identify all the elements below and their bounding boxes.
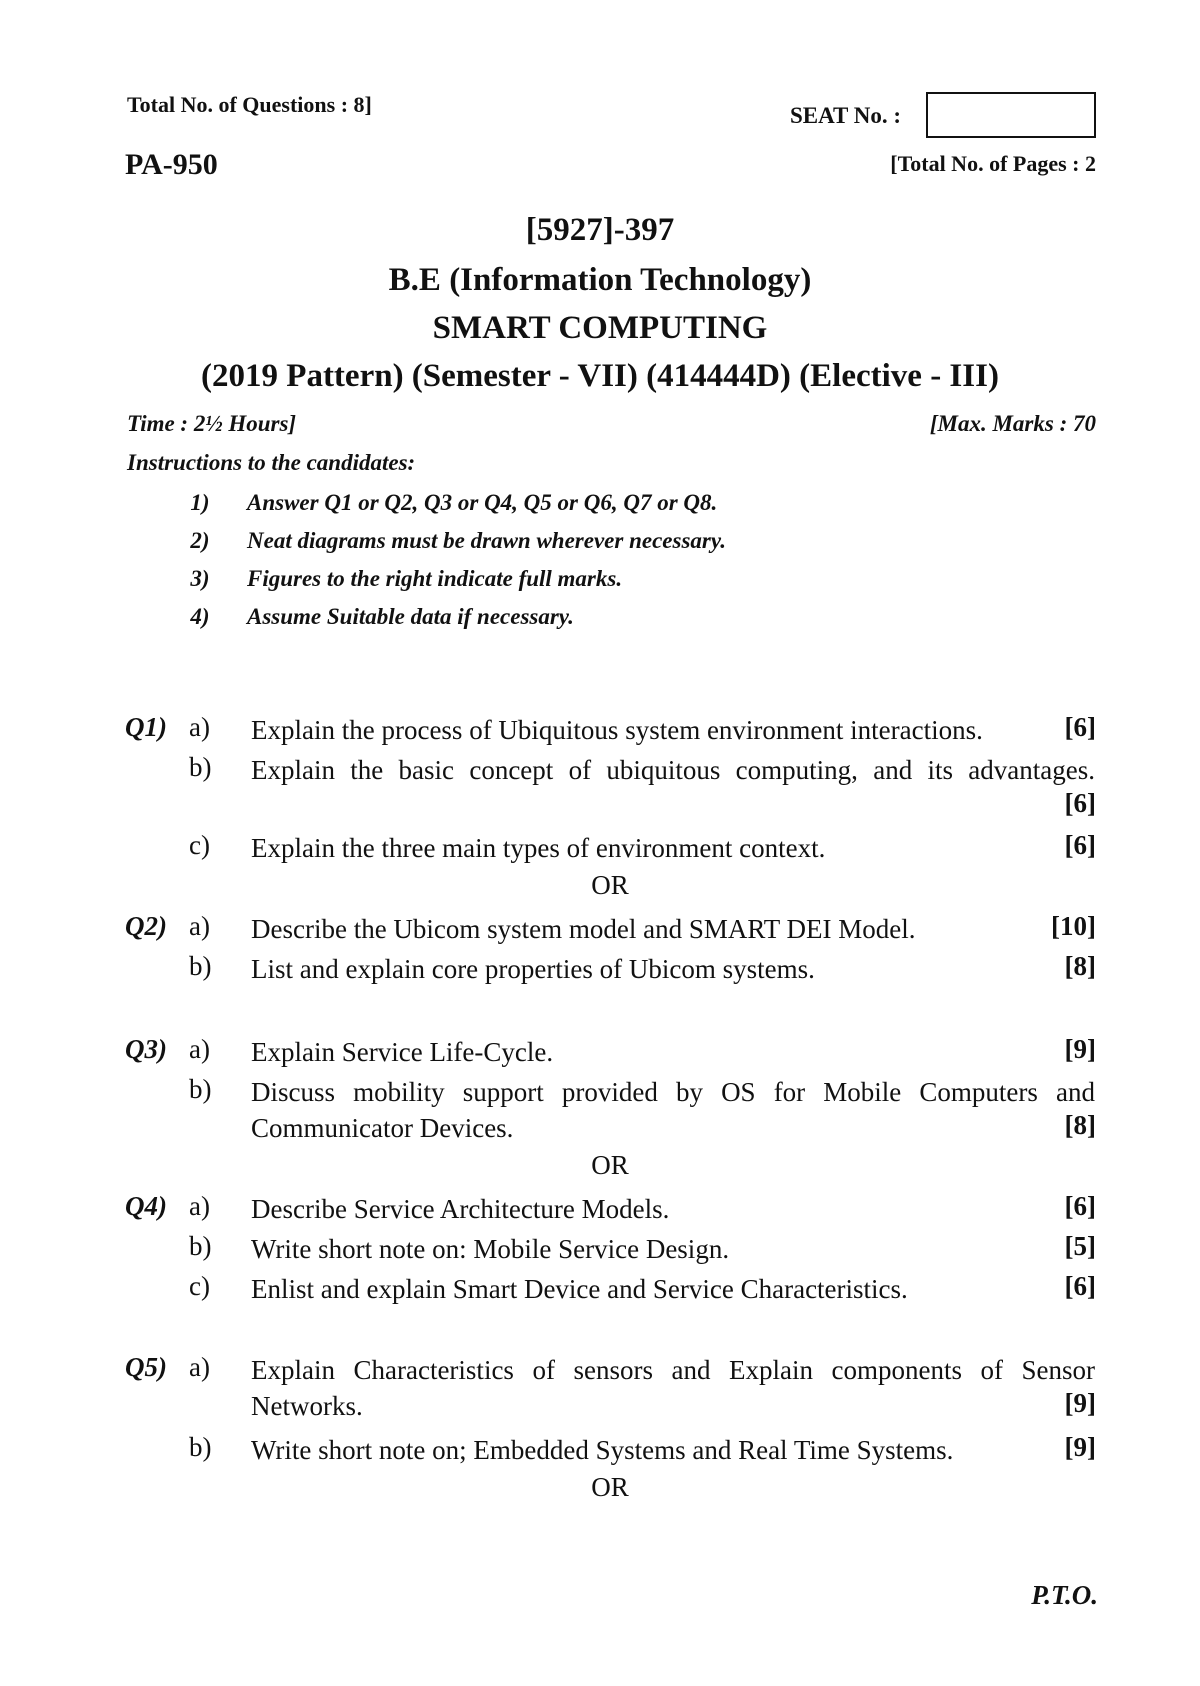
sub-question-letter: b) [189, 1432, 212, 1462]
please-turn-over: P.T.O. [1031, 1580, 1098, 1610]
instruction-text: Neat diagrams must be drawn wherever necessary. [247, 528, 726, 553]
sub-question-letter: a) [189, 1191, 210, 1221]
question-marks: [5] [1064, 1231, 1096, 1261]
subject-title: SMART COMPUTING [432, 310, 768, 346]
seat-number-box[interactable] [926, 92, 1096, 138]
total-questions: Total No. of Questions : 8] [127, 92, 372, 117]
pattern-line: (2019 Pattern) (Semester - VII) (414444D) (Elective - III) [201, 358, 999, 394]
question-text: Describe the Ubicom system model and SMART DEI Model. [251, 914, 916, 944]
question-marks: [6] [1064, 830, 1096, 860]
sub-question-letter: b) [189, 1074, 212, 1104]
sub-question-letter: b) [189, 951, 212, 981]
instruction-item [185, 566, 1085, 600]
question-marks: [9] [1064, 1034, 1096, 1064]
question-number: Q5) [125, 1352, 167, 1382]
degree-title: B.E (Information Technology) [388, 262, 812, 298]
instruction-number: 3) [190, 566, 210, 591]
sub-question-letter: c) [189, 830, 210, 860]
sub-question-letter: a) [189, 1352, 210, 1382]
question-part [0, 1074, 1200, 1146]
or-separator: OR [591, 1472, 629, 1502]
question-text: Explain Service Life-Cycle. [251, 1037, 554, 1067]
time-allowed: Time : 2½ Hours] [127, 411, 297, 436]
sub-question-letter: a) [189, 1034, 210, 1064]
instruction-number: 4) [190, 604, 210, 629]
max-marks: [Max. Marks : 70 [929, 411, 1096, 436]
question-text: Explain the basic concept of ubiquitous computing, and its advantages. [251, 755, 1095, 785]
instruction-item [185, 604, 1085, 638]
question-marks: [8] [1064, 1110, 1096, 1140]
question-text: Describe Service Architecture Models. [251, 1194, 670, 1224]
question-marks: [6] [1064, 1191, 1096, 1221]
question-marks: [6] [1064, 788, 1096, 818]
question-marks: [10] [1051, 911, 1096, 941]
question-text: Enlist and explain Smart Device and Service Characteristics. [251, 1274, 908, 1304]
sub-question-letter: c) [189, 1271, 210, 1301]
question-marks: [8] [1064, 951, 1096, 981]
paper-code: PA-950 [125, 148, 218, 181]
question-number: Q4) [125, 1191, 167, 1221]
instruction-item [185, 490, 1085, 524]
sub-question-letter: b) [189, 752, 212, 782]
instructions-title: Instructions to the candidates: [127, 450, 416, 475]
question-marks: [6] [1064, 712, 1096, 742]
question-number: Q2) [125, 911, 167, 941]
question-text: Write short note on; Embedded Systems and Real Time Systems. [251, 1435, 954, 1465]
question-part [0, 1352, 1200, 1424]
or-separator: OR [591, 1150, 629, 1180]
instruction-text: Figures to the right indicate full marks. [247, 566, 623, 591]
question-text: Write short note on: Mobile Service Design. [251, 1234, 730, 1264]
question-number: Q3) [125, 1034, 167, 1064]
instruction-text: Answer Q1 or Q2, Q3 or Q4, Q5 or Q6, Q7 or Q8. [247, 490, 718, 515]
exam-code: [5927]-397 [525, 212, 675, 248]
instruction-item [185, 528, 1085, 562]
total-pages: [Total No. of Pages : 2 [890, 151, 1096, 176]
question-text: Explain the three main types of environment context. [251, 833, 826, 863]
sub-question-letter: b) [189, 1231, 212, 1261]
question-text: Explain the process of Ubiquitous system environment interactions. [251, 715, 983, 745]
question-marks: [6] [1064, 1271, 1096, 1301]
question-marks: [9] [1064, 1388, 1096, 1418]
question-part [0, 752, 1200, 824]
sub-question-letter: a) [189, 712, 210, 742]
question-text: Explain Characteristics of sensors and Explain components of Sensor Networks. [251, 1355, 1095, 1421]
or-separator: OR [591, 870, 629, 900]
question-number: Q1) [125, 712, 167, 742]
sub-question-letter: a) [189, 911, 210, 941]
instruction-text: Assume Suitable data if necessary. [247, 604, 574, 629]
instruction-number: 1) [190, 490, 210, 515]
question-text: List and explain core properties of Ubicom systems. [251, 954, 815, 984]
question-text: Discuss mobility support provided by OS for Mobile Computers and Communicator Devices. [251, 1077, 1095, 1143]
question-marks: [9] [1064, 1432, 1096, 1462]
instruction-number: 2) [190, 528, 210, 553]
seat-number-label: SEAT No. : [790, 103, 901, 128]
